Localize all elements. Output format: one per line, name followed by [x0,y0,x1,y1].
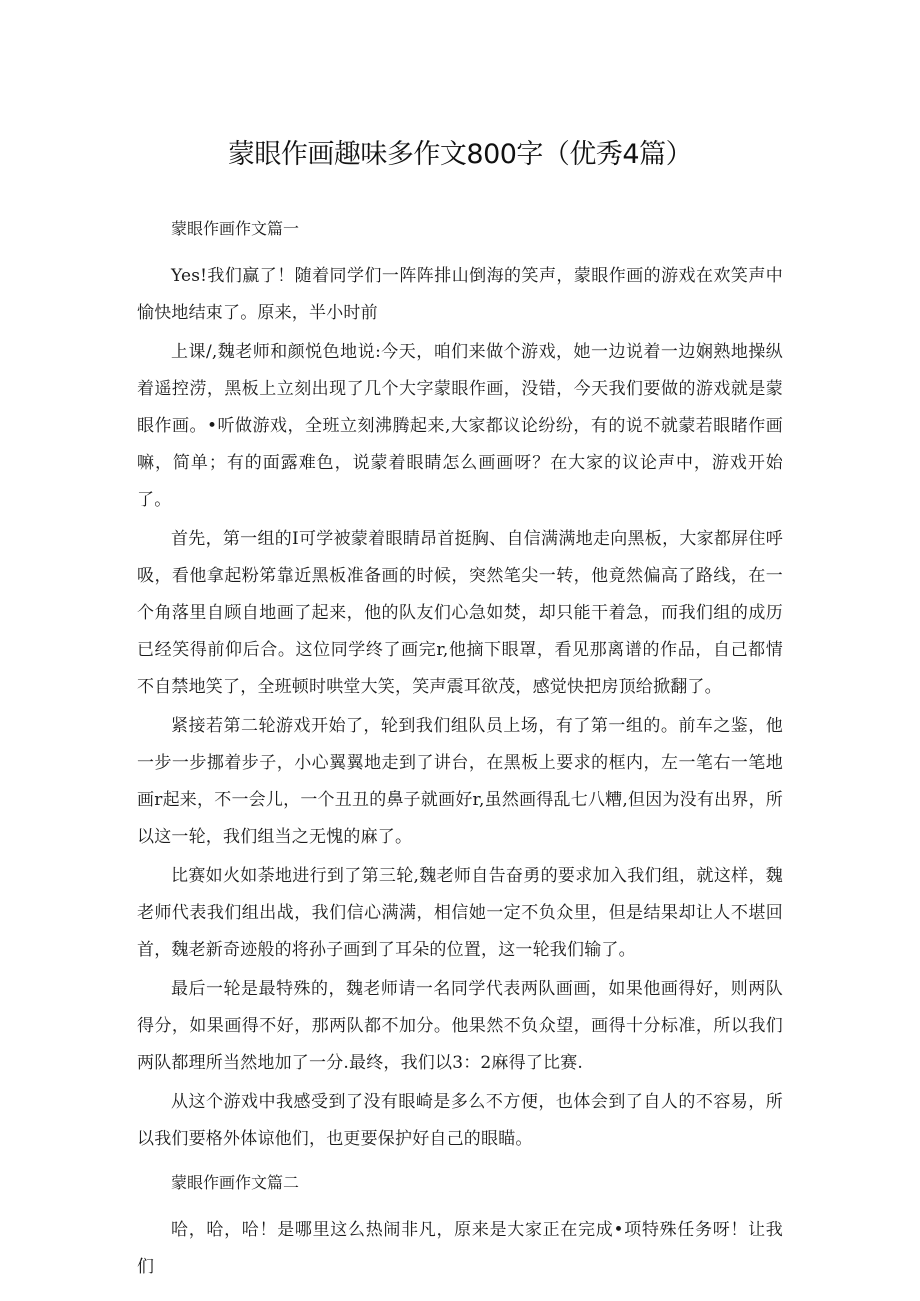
section-heading-1: 蒙眼作画作文篇一 [171,219,300,238]
paragraph: 上课/,魏老师和颜悦色地说:今天，咱们来做个游戏，她一边说着一边娴熟地操纵着遥控涝，黑板上立刻出现了几个大字蒙眼作画，没错，今天我们要做的游戏就是蒙眼作画。•听做游戏，全班立刻沸腾起来,大家都议论纷纷，有的说不就蒙若眼睹作画嘛，简单；有的面露难色，说蒙着眼睛怎么画画呀？在大家的议论声中，游戏开始了。 [137,342,783,510]
paragraph: Yes!我们赢了！随着同学们一阵阵排山倒海的笑声，蒙眼作画的游戏在欢笑声中愉快地结束了。原来，半小时前 [137,266,783,323]
document-title: 蒙眼作画趣味多作文800字（优秀4篇） [227,139,693,170]
paragraph: 紧接若第二轮游戏开始了，轮到我们组队员上场，有了第一组的。前车之鉴，他一步一步挪着步子，小心翼翼地走到了讲台，在黑板上要求的框内，左一笔右一笔地画r起来，不一会儿，一个丑丑的鼻子就画好r,虽然画得乱七八糟,但因为没有出界，所以这一轮，我们组当之无愧的麻了。 [137,716,783,847]
section-heading-2: 蒙眼作画作文篇二 [171,1173,300,1192]
document-body [137,218,783,1288]
paragraph: 首先，第一组的I可学被蒙着眼睛昂首挺胸、自信满满地走向黑板，大家都屏住呼吸，看他拿起粉笫靠近黑板准备画的时候，突然笔尖一转，他竟然偏高了路线，在一个角落里自顾自地画了起来，他的队友们心急如焚，却只能干着急，而我们组的成历已经笑得前仰后合。这位同学终了画完r,他摘下眼罩，看见那离谱的作品，自己都情不自禁地笑了，全班顿时哄堂大笑，笑声震耳欲茂，感觉快把房顶给掀翻了。 [137,529,783,697]
paragraph: 哈，哈，哈！是哪里这么热闹非凡，原来是大家正在完成•项特殊任务呀！让我们 [137,1220,783,1277]
paragraph: 比赛如火如荼地进行到了第三轮,魏老师自告奋勇的要求加入我们组，就这样，魏老师代表我们组出战，我们信心满满，相信她一定不负众里，但是结果却让人不堪回首，魏老新奇迹般的将孙子画到了耳朵的位置，这一轮我们输了。 [137,866,783,960]
paragraph: 从这个游戏中我感受到了没有眼崎是多么不方便，也体会到了自人的不容易，所以我们要格外体谅他们，也更要保护好自己的眼瞄。 [137,1092,783,1149]
paragraph: 最后一轮是最特殊的，魏老师请一名同学代表两队画画，如果他画得好，则两队得分，如果画得不好，那两队都不加分。他果然不负众望，画得十分标准，所以我们两队都理所当然地加了一分.最终，我们以3：2麻得了比赛. [137,979,783,1073]
